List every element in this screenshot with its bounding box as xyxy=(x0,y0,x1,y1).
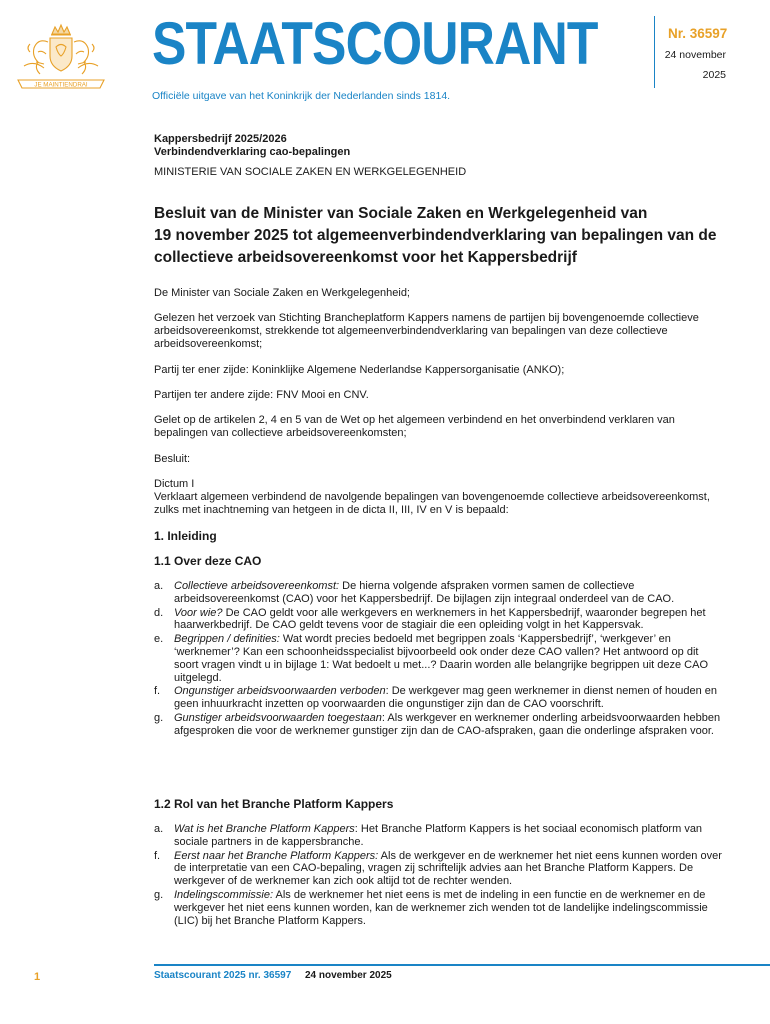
footer-divider xyxy=(154,964,770,966)
issue-number: Nr. 36597 xyxy=(668,26,728,41)
dictum-text: Verklaart algemeen verbindend de navolgende bepalingen van bovengenoemde collectieve arbeidsovereenkomst, zulks met inachtneming van hetgeen in de dicta II, III, IV en V is bepaald: xyxy=(154,491,710,516)
issue-year: 2025 xyxy=(702,69,726,81)
list-item-label: f. xyxy=(154,685,161,698)
list-item xyxy=(154,850,722,888)
paragraph: Partij ter ener zijde: Koninklijke Algemene Nederlandse Kappersorganisatie (ANKO); xyxy=(154,364,565,376)
list-item-label: e. xyxy=(154,633,164,646)
masthead-divider xyxy=(654,16,655,88)
document-subject xyxy=(154,133,722,159)
masthead-tagline: Officiële uitgave van het Koninkrijk der Nederlanden sinds 1814. xyxy=(152,90,451,102)
title-line: Besluit van de Minister van Sociale Zaken en Werkgelegenheid van xyxy=(154,205,648,222)
title-line: 19 november 2025 tot algemeenverbindendverklaring van bepalingen van de xyxy=(154,227,717,244)
list-item-term: Wat is het Branche Platform Kappers xyxy=(174,823,355,835)
list-item-term: Eerst naar het Branche Platform Kappers: xyxy=(174,849,379,862)
coat-of-arms-logo xyxy=(14,22,108,96)
list-item-term: Collectieve arbeidsovereenkomst: xyxy=(174,580,340,592)
list-item xyxy=(154,712,722,738)
list-item-label: f. xyxy=(154,849,161,862)
list-branche-platform xyxy=(154,823,722,928)
subject-subline: Verbindendverklaring cao-bepalingen xyxy=(154,146,351,158)
list-item-text: : Het Branche Platform Kappers is het sociaal economisch platform van sociale partners in de kappersbranche. xyxy=(174,823,703,848)
masthead-title: STAATSCOURANT xyxy=(152,10,598,77)
list-item-term: Gunstiger arbeidsvoorwaarden toegestaan xyxy=(174,711,382,724)
title-line: collectieve arbeidsovereenkomst voor het Kappersbedrijf xyxy=(154,249,577,266)
list-item-text: : De werkgever mag geen werknemer in dienst nemen of houden en geen inhuurkracht inzetten op voorwaarden die ongunstiger zijn dan de CAO voorschrift. xyxy=(174,685,717,711)
list-item xyxy=(154,823,722,849)
list-item-text: De hierna volgende afspraken vormen samen de collectieve arbeidsovereenkomst (CAO) voor het Kappersbedrijf. De bijlagen zijn integraal onderdeel van de CAO. xyxy=(174,580,675,605)
dictum-title: Dictum I xyxy=(154,478,195,490)
paragraph: Partijen ter andere zijde: FNV Mooi en CNV. xyxy=(154,389,369,401)
list-item-text: Wat wordt precies bedoeld met begrippen zoals ‘Kappersbedrijf’, ‘werkgever’ en ‘werknemer’? Kan een schoonheidsspecialist bijvoorbeeld ook onder deze CAO vallen? Het antwoord op dit soort vragen vindt u in bijlage 1: Wat bedoelt u met...? Daarin worden alle belangrijke begrippen uit deze CAO uitgelegd. xyxy=(174,633,709,684)
list-over-deze-cao xyxy=(154,580,722,739)
dictum xyxy=(154,478,722,517)
list-item-term: Ongunstiger arbeidsvoorwaarden verboden xyxy=(174,685,386,698)
paragraph: De Minister van Sociale Zaken en Werkgelegenheid; xyxy=(154,287,410,299)
list-item xyxy=(154,633,722,684)
subject-line: Kappersbedrijf 2025/2026 xyxy=(154,133,287,145)
list-item-text: : Als werkgever en werknemer onderling arbeidsvoorwaarden hebben afgesproken die voor de werknemer gunstiger zijn dan de CAO-afspraken, gaan die onderlinge afspraken voor. xyxy=(174,711,721,737)
footer-publication: Staatscourant 2025 nr. 36597 xyxy=(154,970,292,981)
list-item-label: a. xyxy=(154,823,164,835)
list-item-text: Als de werknemer het niet eens is met de indeling in een functie en de werknemer en de werkgever het niet eens kunnen worden, kan de werknemer zich wenden tot de landelijke indelingscommissie (LIC) bij het Branche Platform Kappers. xyxy=(174,888,708,927)
subsection-heading: 1.1 Over deze CAO xyxy=(154,554,262,568)
crest-motto: JE MAINTIENDRAI xyxy=(34,81,88,89)
list-item-label: g. xyxy=(154,888,164,901)
footer-date: 24 november 2025 xyxy=(305,970,392,981)
subsection-heading: 1.2 Rol van het Branche Platform Kappers xyxy=(154,797,394,811)
section-heading: 1. Inleiding xyxy=(154,529,217,543)
list-item xyxy=(154,685,722,711)
list-item xyxy=(154,889,722,927)
issue-day: 24 november xyxy=(664,49,726,61)
ministry-name: MINISTERIE VAN SOCIALE ZAKEN EN WERKGELEGENHEID xyxy=(154,166,467,178)
list-item-term: Begrippen / definities: xyxy=(174,633,280,646)
paragraph: Besluit: xyxy=(154,453,191,465)
list-item-label: a. xyxy=(154,580,164,592)
list-item xyxy=(154,580,722,606)
list-item-text: Als de werkgever en de werknemer het niet eens kunnen worden over de interpretatie van een CAO-bepaling, vragen zij schriftelijk advies aan het Branche Platform Kappers. De werkgever of de werknemer kan zich ook altijd tot de rechter wenden. xyxy=(174,849,722,888)
list-item xyxy=(154,607,722,633)
document-title xyxy=(154,203,722,269)
page-number: 1 xyxy=(34,971,41,983)
list-item-label: d. xyxy=(154,606,164,619)
list-item-term: Voor wie? xyxy=(174,606,223,619)
list-item-label: g. xyxy=(154,711,164,724)
paragraph: Gelet op de artikelen 2, 4 en 5 van de Wet op het algemeen verbindend en het onverbindend verklaren van bepalingen van collectieve arbeidsovereenkomsten; xyxy=(154,414,675,439)
list-item-term: Indelingscommissie: xyxy=(174,888,274,901)
list-item-text: De CAO geldt voor alle werkgevers en werknemers in het Kappersbedrijf, waaronder begrepen het haarwerkbedrijf. De CAO geldt tevens voor de stagiair die een opleiding volgt in het Kappersvak. xyxy=(174,606,706,632)
paragraph: Gelezen het verzoek van Stichting Brancheplatform Kappers namens de partijen bij bovengenoemde collectieve arbeidsovereenkomst, strekkende tot algemeenverbindendverklaring van bepalingen van deze collectieve arbeidsovereenkomst; xyxy=(154,312,699,350)
